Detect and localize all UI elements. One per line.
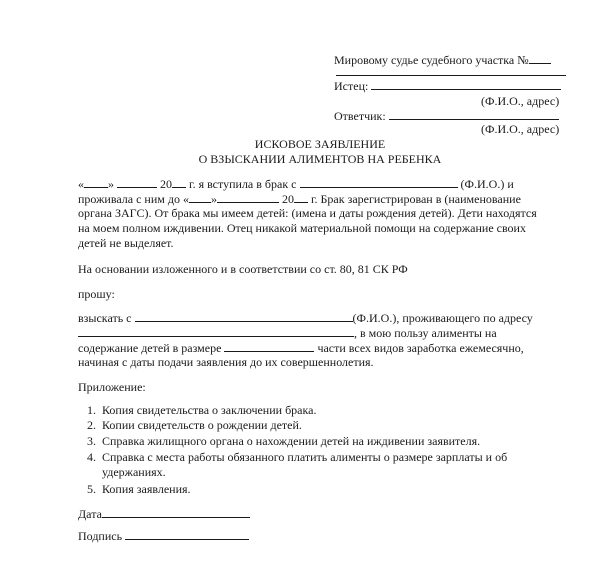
p1-text: г. я вступила в брак с [189,177,297,191]
attachment-text: Справка с места работы обязанного платить алименты о размере зарплаты и об [102,450,508,464]
date-label: Дата [78,507,102,521]
signature-line [78,528,249,544]
attachment-number: 1. [87,403,96,417]
p4-l2-text: , в мою пользу алименты на [354,326,497,340]
request-heading: прошу: [78,287,115,301]
addressee-line [334,52,551,68]
p1-l2-quote: » [210,192,217,206]
attachment-number: 3. [87,434,96,448]
para1-line3: органа ЗАГС). От брака мы имеем детей: (имена и даты рождения детей). Дети находятся [78,206,537,220]
p4-name-blank [135,310,353,322]
p1-l2-month-blank [217,191,279,203]
attachment-text: удержаниях. [102,465,166,479]
p1-l2-text: проживала с ним до « [78,192,189,206]
plaintiff-fio-hint: (Ф.И.О., адрес) [481,94,560,108]
plaintiff-label: Истец: [334,79,369,93]
p1-name-blank [300,176,458,188]
p1-month-blank [117,176,157,188]
para1-line2 [78,191,521,207]
attachment-item [78,450,507,465]
addressee-text: Мировому судье судебного участка № [334,53,529,67]
legal-basis: На основании изложенного и в соответствии со ст. 80, 81 СК РФ [78,262,408,276]
header-rule [336,75,566,76]
p1-open-quote: « [78,177,84,191]
attachment-text: Справка жилищного органа о нахождении детей на иждивении заявителя. [102,434,481,448]
signature-blank [125,528,249,540]
p1-l2-day-blank [189,191,211,203]
p1-year-prefix: 20 [160,177,172,191]
plaintiff-blank [371,78,561,90]
defendant-blank [389,108,559,120]
attachment-item [78,482,191,497]
attachment-number: 2. [87,418,96,432]
p1-day-blank [84,176,108,188]
para1-line5: детей не выделяет. [78,236,174,250]
p4-share-blank [224,340,314,352]
para1-line4: на моем полном иждивении. Отец никакой материальной помощи на содержание своих [78,221,526,235]
title-line-2: О ВЗЫСКАНИИ АЛИМЕНТОВ НА РЕБЕНКА [198,152,442,166]
attachment-item-continuation [78,465,166,480]
p1-l2-year-prefix: 20 [281,192,294,206]
defendant-fio-hint: (Ф.И.О., адрес) [481,122,560,136]
p4-fio: (Ф.И.О.), проживающего по адресу [352,311,533,325]
para1-line1 [78,176,514,192]
attachment-text: Копии свидетельств о рождении детей. [102,418,302,432]
defendant-label: Ответчик: [334,109,386,123]
attachment-text: Копия заявления. [102,482,191,496]
p4-l3-rest: части всех видов заработка ежемесячно, [317,341,524,355]
p4-address-blank [78,325,354,337]
date-blank [102,506,250,518]
attachment-number: 5. [87,482,96,496]
title-line-1: ИСКОВОЕ ЗАЯВЛЕНИЕ [254,137,386,151]
p1-fio: (Ф.И.О.) и [460,177,514,191]
p4-text: взыскать с [78,311,132,325]
attachment-number: 4. [87,450,96,464]
p1-l2-rest: г. Брак зарегистрирован в (наименование [310,192,521,206]
attachment-text: Копия свидетельства о заключении брака. [102,403,317,417]
p1-year-blank [172,176,186,188]
attachment-item [78,418,302,433]
court-number-blank [529,52,551,64]
p1-close-quote: » [108,177,114,191]
para4-line3 [78,340,524,356]
para4-line4: начиная с даты подачи заявления до их совершеннолетия. [78,355,374,369]
para4-line1 [78,310,533,326]
plaintiff-line [334,78,561,94]
signature-label: Подпись [78,529,123,543]
para4-line2 [78,325,497,341]
attachments-heading: Приложение: [78,380,146,394]
attachment-item [78,434,480,449]
attachment-item [78,403,316,418]
p4-l3-text: содержание детей в размере [78,341,222,355]
date-line [78,506,250,522]
p1-l2-year-blank [294,191,308,203]
